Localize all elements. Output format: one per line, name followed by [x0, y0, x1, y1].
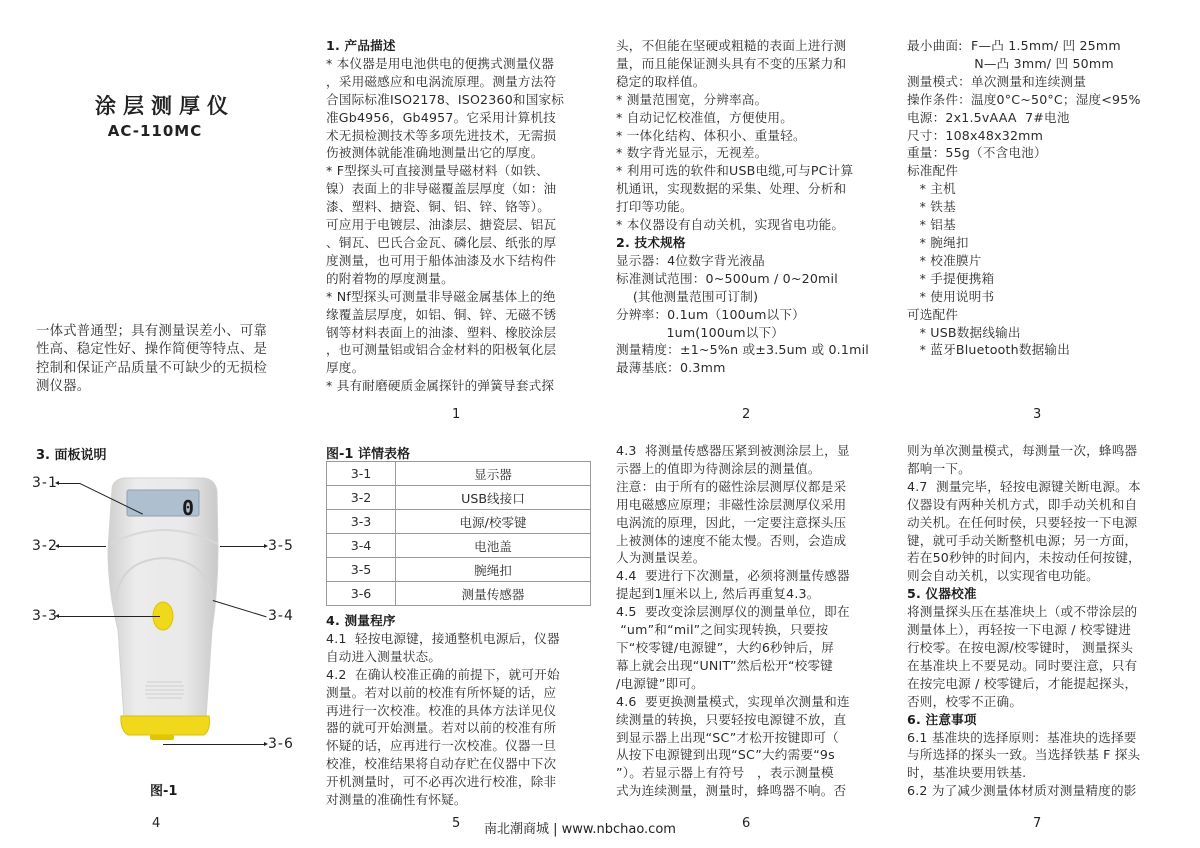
- section-heading-product-description: 1. 产品描述: [326, 38, 396, 53]
- page-1-content: 1. 产品描述 * 本仪器是用电池供电的便携式测量仪器 ，采用磁感应和电涡流原理。测量方法符 合国际标准ISO2178、ISO2360和国家标 准Gb4956，Gb4957。它采用计算机技 术无损检测技术等多项先进技术，无需损 伤被测体就能准确地测量出它的厚度。 * F型探头可直接测量导磁材料（如铁、 镍）表面上的非导磁覆盖层厚度（如：油 漆、塑料、搪瓷、铜、铝、锌、铬等）。 可应用于电镀层、油漆层、搪瓷层、铝瓦 、铜瓦、巴氏合金瓦、磷化层、纸张的厚 度测量，也可用于船体油漆及水下结构件 的附着物的厚度测量。 * Nf型探头可测量非导磁金属基体上的绝 缘覆盖层厚度，如铝、铜、锌、无磁不锈 钢等材料表面上的油漆、塑料、橡胶涂层 ，也可测量铝或铝合金材料的阳极氧化层 厚度。 * 具有耐磨硬质金属探针的弹簧导套式探: [326, 38, 565, 394]
- page-number-2: 2: [742, 407, 751, 422]
- callout-3-4: 3-4: [268, 608, 294, 624]
- page-number-3: 3: [1033, 407, 1042, 422]
- leader-line-3-3: [58, 616, 160, 617]
- page-5-content: 4. 测量程序 4.1 轻按电源键，接通整机电源后，仪器 自动进入测量状态。 4.2 在确认校准正确的前提下，就可开始 测量。若对以前的校准有所怀疑的话，应 再进行一次校准。校准的具体方法详见仪 器的就可开始测量。若对以前的校准有所 怀疑的话，应再进行一次校准。仪器一旦 校准，校准结果将自动存贮在仪器中下次 开机测量时，可不必再次进行校准，除非 对测量的准确性有怀疑。: [326, 613, 560, 808]
- callout-3-6: 3-6: [268, 736, 294, 752]
- page-2-content: 头，不但能在坚硬或粗糙的表面上进行测 量，而且能保证测头具有不变的压紧力和 稳定的取样值。 * 测量范围宽，分辨率高。 * 自动记忆校准值，方便使用。 * 一体化结构、体积小、重量轻。 * 数字背光显示，无视差。 * 利用可选的软件和USB电缆,可与PC计算 机通讯，实现数据的采集、处理、分析和 打印等功能。 * 本仪器设有自动关机，实现省电功能。 2. 技术规格 显示器：4位数字背光液晶 标准测试范围：0~500um / 0~20mil (其他测量范围可订制) 分辨率：0.1um（100um以下） 1um(100um以下） 测量精度：±1~5%n 或±3.5um 或 0.1mil 最薄基底：0.3mm: [616, 38, 869, 376]
- table-row: 3-5 腕绳扣: [327, 558, 591, 582]
- section-heading-calibration: 5. 仪器校准: [907, 586, 977, 602]
- table-row: 3-4 电池盖: [327, 534, 591, 558]
- leader-line-3-1: [58, 483, 80, 484]
- manual-title: 涂层测厚仪: [95, 94, 235, 118]
- table-row: 3-6 测量传感器: [327, 582, 591, 606]
- page-number-5: 5: [452, 816, 461, 831]
- callout-3-5: 3-5: [268, 538, 294, 554]
- section-heading-panel: 3. 面板说明: [36, 448, 107, 463]
- product-summary: 一体式普通型；具有测量误差小、可靠 性高、稳定性好、操作简便等特点、是 控制和保证产品质量不可缺少的无损检 测仪器。: [36, 324, 268, 395]
- page-number-7: 7: [1033, 816, 1042, 831]
- leader-line-3-2: [58, 546, 106, 547]
- page-7-content: 则为单次测量模式，每测量一次，蜂鸣器 都响一下。 4.7 测量完毕，轻按电源键关断电源。本 仪器设有两种关机方式，即手动关机和自 动关机。在任何时侯，只要轻按一下电源 键，就可手动关断整机电源；另一方面， 若在50秒钟的时间内，未按动任何按键， 则会自动关机，以实现省电功能。 5. 仪器校准 将测量探头压在基准块上（或不带涂层的 测量体上），再轻按一下电源 / 校零键进 行校零。在按电源/校零键时， 测量探头 在基准块上不要晃动。同时要注意，只有 在按完电源 / 校零键后，才能提起探头， 否则，校零不正确。 6. 注意事项 6.1 基准块的选择原则：基准块的选择要 与所选择的探头一致。当选择铁基 F 探头 时，基准块要用铁基. 6.2 为了减少测量体材质对测量精度的影: [907, 443, 1141, 799]
- leader-line-3-5: [220, 546, 265, 547]
- table-row: 3-1 显示器: [327, 462, 591, 486]
- callout-3-3: 3-3: [32, 608, 58, 624]
- page-number-6: 6: [742, 816, 751, 831]
- page-6-content: 4.3 将测量传感器压紧到被测涂层上，显 示器上的值即为待测涂层的测量值。 注意：由于所有的磁性涂层测厚仪都是采 用电磁感应原理；非磁性涂层测厚仪采用 电涡流的原理，因此，一定要注意探头压 上被测体的速度不能太慢。否则，会造成 人为测量误差。 4.4 要进行下次测量，必须将测量传感器 提起到1厘米以上, 然后再重复4.3。 4.5 要改变涂层测厚仪的测量单位，即在 “um”和“mil”之间实现转换，只要按 下“校零键/电源键”，大约6秒钟后，屏 幕上就会出现“UNIT”然后松开“校零键 /电源键”即可。 4.6 要更换测量模式，实现单次测量和连 续测量的转换，只要轻按电源键不放，直 到显示器上出现“SC”才松开按键即可（ 从按下电源键到出现“SC”大约需要“9s ”）。若显示器上有符号 ，表示测量模 式为连续测量，测量时，蜂鸣器不响。否: [616, 443, 850, 799]
- footer-watermark: 南北潮商城 | www.nbchao.com: [484, 822, 676, 837]
- table-title: 图-1 详情表格: [326, 447, 410, 462]
- parts-table: [326, 461, 591, 606]
- callout-3-1: 3-1: [32, 475, 58, 491]
- lcd-reading: 0: [182, 496, 195, 520]
- callout-3-2: 3-2: [32, 538, 58, 554]
- page-number-1: 1: [452, 407, 461, 422]
- leader-line-3-6: [163, 744, 265, 745]
- table-row: 3-2 USB线接口: [327, 486, 591, 510]
- section-heading-tech-specs: 2. 技术规格: [616, 234, 686, 250]
- model-number: AC-110MC: [107, 122, 203, 140]
- table-row: 3-3 电源/校零键: [327, 510, 591, 534]
- page-3-content: 最小曲面: F—凸 1.5mm/ 凹 25mm N—凸 3mm/ 凹 50mm 测量模式：单次测量和连续测量 操作条件：温度0°C~50°C；湿度<95% 电源：2x1.5vAAA 7#电池 尺寸：108x48x32mm 重量：55g（不含电池） 标准配件 * 主机 * 铁基 * 铝基 * 腕绳扣 * 校准膜片 * 手提便携箱 * 使用说明书 可选配件 * USB数据线输出 * 蓝牙Bluetooth数据输出: [907, 38, 1141, 358]
- figure-caption: 图-1: [150, 784, 178, 799]
- section-heading-procedure: 4. 测量程序: [326, 613, 396, 628]
- section-heading-precautions: 6. 注意事项: [907, 711, 977, 727]
- page-number-4: 4: [152, 816, 161, 831]
